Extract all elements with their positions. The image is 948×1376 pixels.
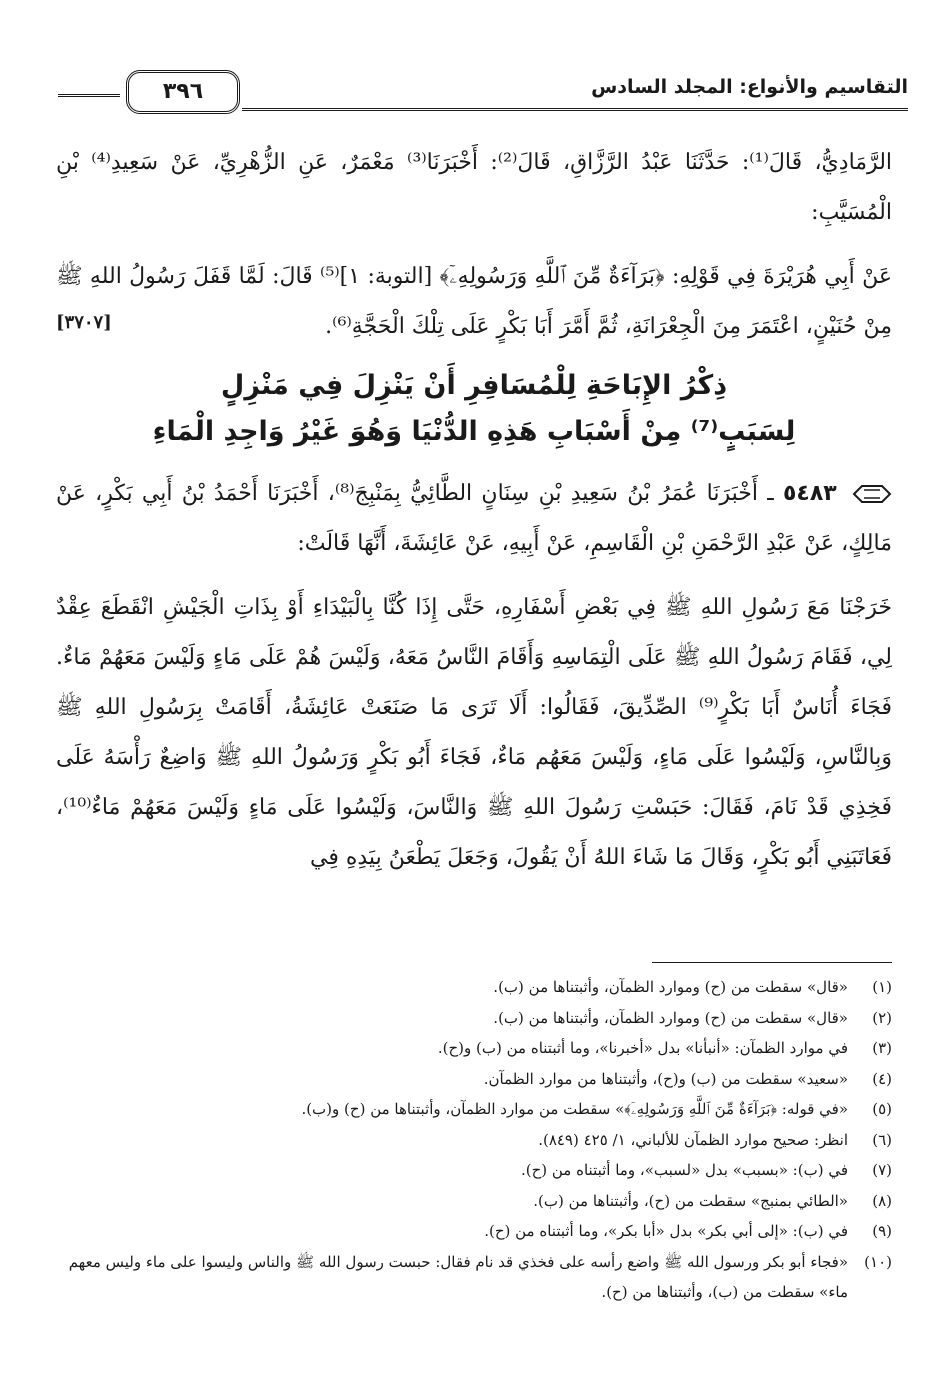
footnote-text: في (ب): «إلى أبي بكر» بدل «أبا بكر»، وما أثبتناه من (ح). xyxy=(484,1222,848,1240)
footnote-item xyxy=(56,1216,892,1247)
footnote-item xyxy=(56,1064,892,1095)
footnote-text: «قال» سقطت من (ح) وموارد الظمآن، وأثبتناها من (ب). xyxy=(493,1008,848,1027)
footnote-number: (١) xyxy=(872,978,892,996)
paragraph-hadith-abu-hurayra: عَنْ أَبِي هُرَيْرَةَ فِي قَوْلِهِ: ﴿بَرَآءَةٌ مِّنَ ٱللَّهِ وَرَسُولِهِۦٓ﴾ [التوبة: ١]⁽⁵⁾ قَالَ: لَمَّا قَفَلَ رَسُولُ اللهِ ﷺ مِنْ حُنَيْنٍ، اعْتَمَرَ مِنَ الْجِعْرَانَةِ، ثُمَّ أَمَّرَ أَبَا بَكْرٍ عَلَى تِلْكَ الْحَجَّةِ⁽⁶⁾. xyxy=(56,264,892,339)
footnote-number: (٤) xyxy=(872,1069,892,1088)
heading-line-1: ذِكْرُ الإِبَاحَةِ لِلْمُسَافِرِ أَنْ يَنْزِلَ فِي مَنْزِلٍ xyxy=(220,370,728,401)
running-title: التقاسيم والأنواع: المجلد السادس xyxy=(591,76,908,98)
hadith-ornament-icon xyxy=(852,483,892,505)
footnote-item xyxy=(56,1247,892,1308)
footnotes xyxy=(56,972,892,1308)
footnote-item xyxy=(56,1155,892,1186)
footnote-number: (٣) xyxy=(872,1039,892,1057)
footnote-text: «قال» سقطت من (ح) وموارد الظمآن، وأثبتناها من (ب). xyxy=(493,978,848,996)
footnote-text: «الطائي بمنبج» سقطت من (ح)، وأثبتناها من (ب). xyxy=(533,1191,848,1210)
footnote-item xyxy=(56,972,892,1003)
chapter-heading xyxy=(56,363,892,455)
footnote-number: (٢) xyxy=(872,1008,892,1027)
footnote-number: (٩) xyxy=(872,1222,892,1240)
hadith-text: خَرَجْنَا مَعَ رَسُولِ اللهِ ﷺ فِي بَعْضِ أَسْفَارِهِ، حَتَّى إِذَا كُنَّا بِالْبَيْدَاءِ أَوْ بِذَاتِ الْجَيْشِ انْقَطَعَ عِقْدٌ لِي، فَقَامَ رَسُولُ اللهِ ﷺ عَلَى الْتِمَاسِهِ وَأَقَامَ النَّاسُ مَعَهُ، وَلَيْسَ هُمْ عَلَى مَاءٍ وَلَيْسَ مَعَهُمْ مَاءٌ. فَجَاءَ أُنَاسٌ أَبَا بَكْرٍ⁽⁹⁾ الصِّدِّيقَ، فَقَالُوا: أَلَا تَرَى مَا صَنَعَتْ عَائِشَةُ، أَقَامَتْ بِرَسُولِ اللهِ ﷺ وَبِالنَّاسِ، وَلَيْسُوا عَلَى مَاءٍ، وَلَيْسَ مَعَهُم مَاءٌ، فَجَاءَ أَبُو بَكْرٍ وَرَسُولُ اللهِ ﷺ وَاضِعٌ رَأْسَهُ عَلَى فَخِذِي قَدْ نَامَ، فَقَالَ: حَبَسْتِ رَسُولَ اللهِ ﷺ وَالنَّاسَ، وَلَيْسُوا عَلَى مَاءٍ وَلَيْسَ مَعَهُمْ مَاءٌ⁽¹⁰⁾، فَعَاتَبَنِي أَبُو بَكْرٍ، وَقَالَ مَا شَاءَ اللهُ أَنْ يَقُولَ، وَجَعَلَ يَطْعَنُ بِيَدِهِ فِي xyxy=(56,595,892,870)
main-text xyxy=(56,138,892,883)
footnote-text: «سعيد» سقطت من (ب) و(ح)، وأثبتناها من موارد الظمآن. xyxy=(483,1069,848,1088)
footnote-item xyxy=(56,1125,892,1156)
footnote-number: (١٠) xyxy=(864,1252,892,1271)
hadith-number: ٥٤٨٣ xyxy=(783,481,837,506)
hadith-intro-text: ـ أَخْبَرَنَا عُمَرُ بْنُ سَعِيدِ بْنِ سِنَانٍ الطَّائِيُّ بِمَنْبِجَ⁽⁸⁾، أَخْبَرَنَا أَحْمَدُ بْنُ أَبِي بَكْرٍ، عَنْ مَالِكٍ، عَنْ عَبْدِ الرَّحْمَنِ بْنِ الْقَاسِمِ، عَنْ أَبِيهِ، عَنْ عَائِشَةَ، أَنَّهَا قَالَتْ: xyxy=(56,481,892,556)
page-header xyxy=(58,70,908,120)
paragraph-isnad: الرَّمَادِيُّ، قَالَ⁽¹⁾: حَدَّثَنَا عَبْدُ الرَّزَّاقِ، قَالَ⁽²⁾: أَخْبَرَنَا⁽³⁾ مَعْمَرٌ، عَنِ الزُّهْرِيِّ، عَنْ سَعِيدِ⁽⁴⁾ بْنِ الْمُسَيَّبِ: xyxy=(56,150,893,225)
footnote-text: «في قوله: ﴿بَرَآءَةٌ مِّنَ ٱللَّهِ وَرَسُولِهِۦٓ﴾» سقطت من موارد الظمآن، وأثبتناها من (ح) و(ب). xyxy=(301,1100,848,1118)
footnote-number: (٥) xyxy=(872,1100,892,1118)
footnote-item xyxy=(56,1186,892,1217)
footnote-divider xyxy=(652,962,892,963)
footnote-item xyxy=(56,1094,892,1125)
footnote-number: (٨) xyxy=(872,1191,892,1210)
footnote-item xyxy=(56,1003,892,1034)
footnote-number: (٧) xyxy=(872,1161,892,1179)
header-rule-right xyxy=(242,108,908,111)
heading-line-2: لِسَبَبٍ⁽⁷⁾ مِنْ أَسْبَابِ هَذِهِ الدُّنْيَا وَهُوَ غَيْرُ وَاجِدِ الْمَاءِ xyxy=(152,416,796,447)
header-rule-left xyxy=(58,94,120,97)
footnote-number: (٦) xyxy=(872,1130,892,1149)
page-number: ٣٩٦ xyxy=(126,70,240,114)
footnote-text: في (ب): «بسبب» بدل «لسبب»، وما أثبتناه من (ح). xyxy=(520,1161,848,1179)
hadith-intro xyxy=(56,469,892,569)
reference-number: [٣٧٠٧] xyxy=(56,312,112,333)
footnote-text: انظر: صحيح موارد الظمآن للألباني، ١/ ٤٢٥ (٨٤٩). xyxy=(538,1130,848,1149)
footnote-text: «فجاء أبو بكر ورسول الله ﷺ واضع رأسه على فخذي قد نام فقال: حبست رسول الله ﷺ والناس وليسوا على ماء وليس معهم ماء» سقطت من (ب)، وأثبتناها من (ح). xyxy=(68,1252,848,1301)
footnote-item xyxy=(56,1033,892,1064)
footnote-text: في موارد الظمآن: «أنبأنا» بدل «أخبرنا»، وما أثبتناه من (ب) و(ح). xyxy=(437,1039,848,1057)
